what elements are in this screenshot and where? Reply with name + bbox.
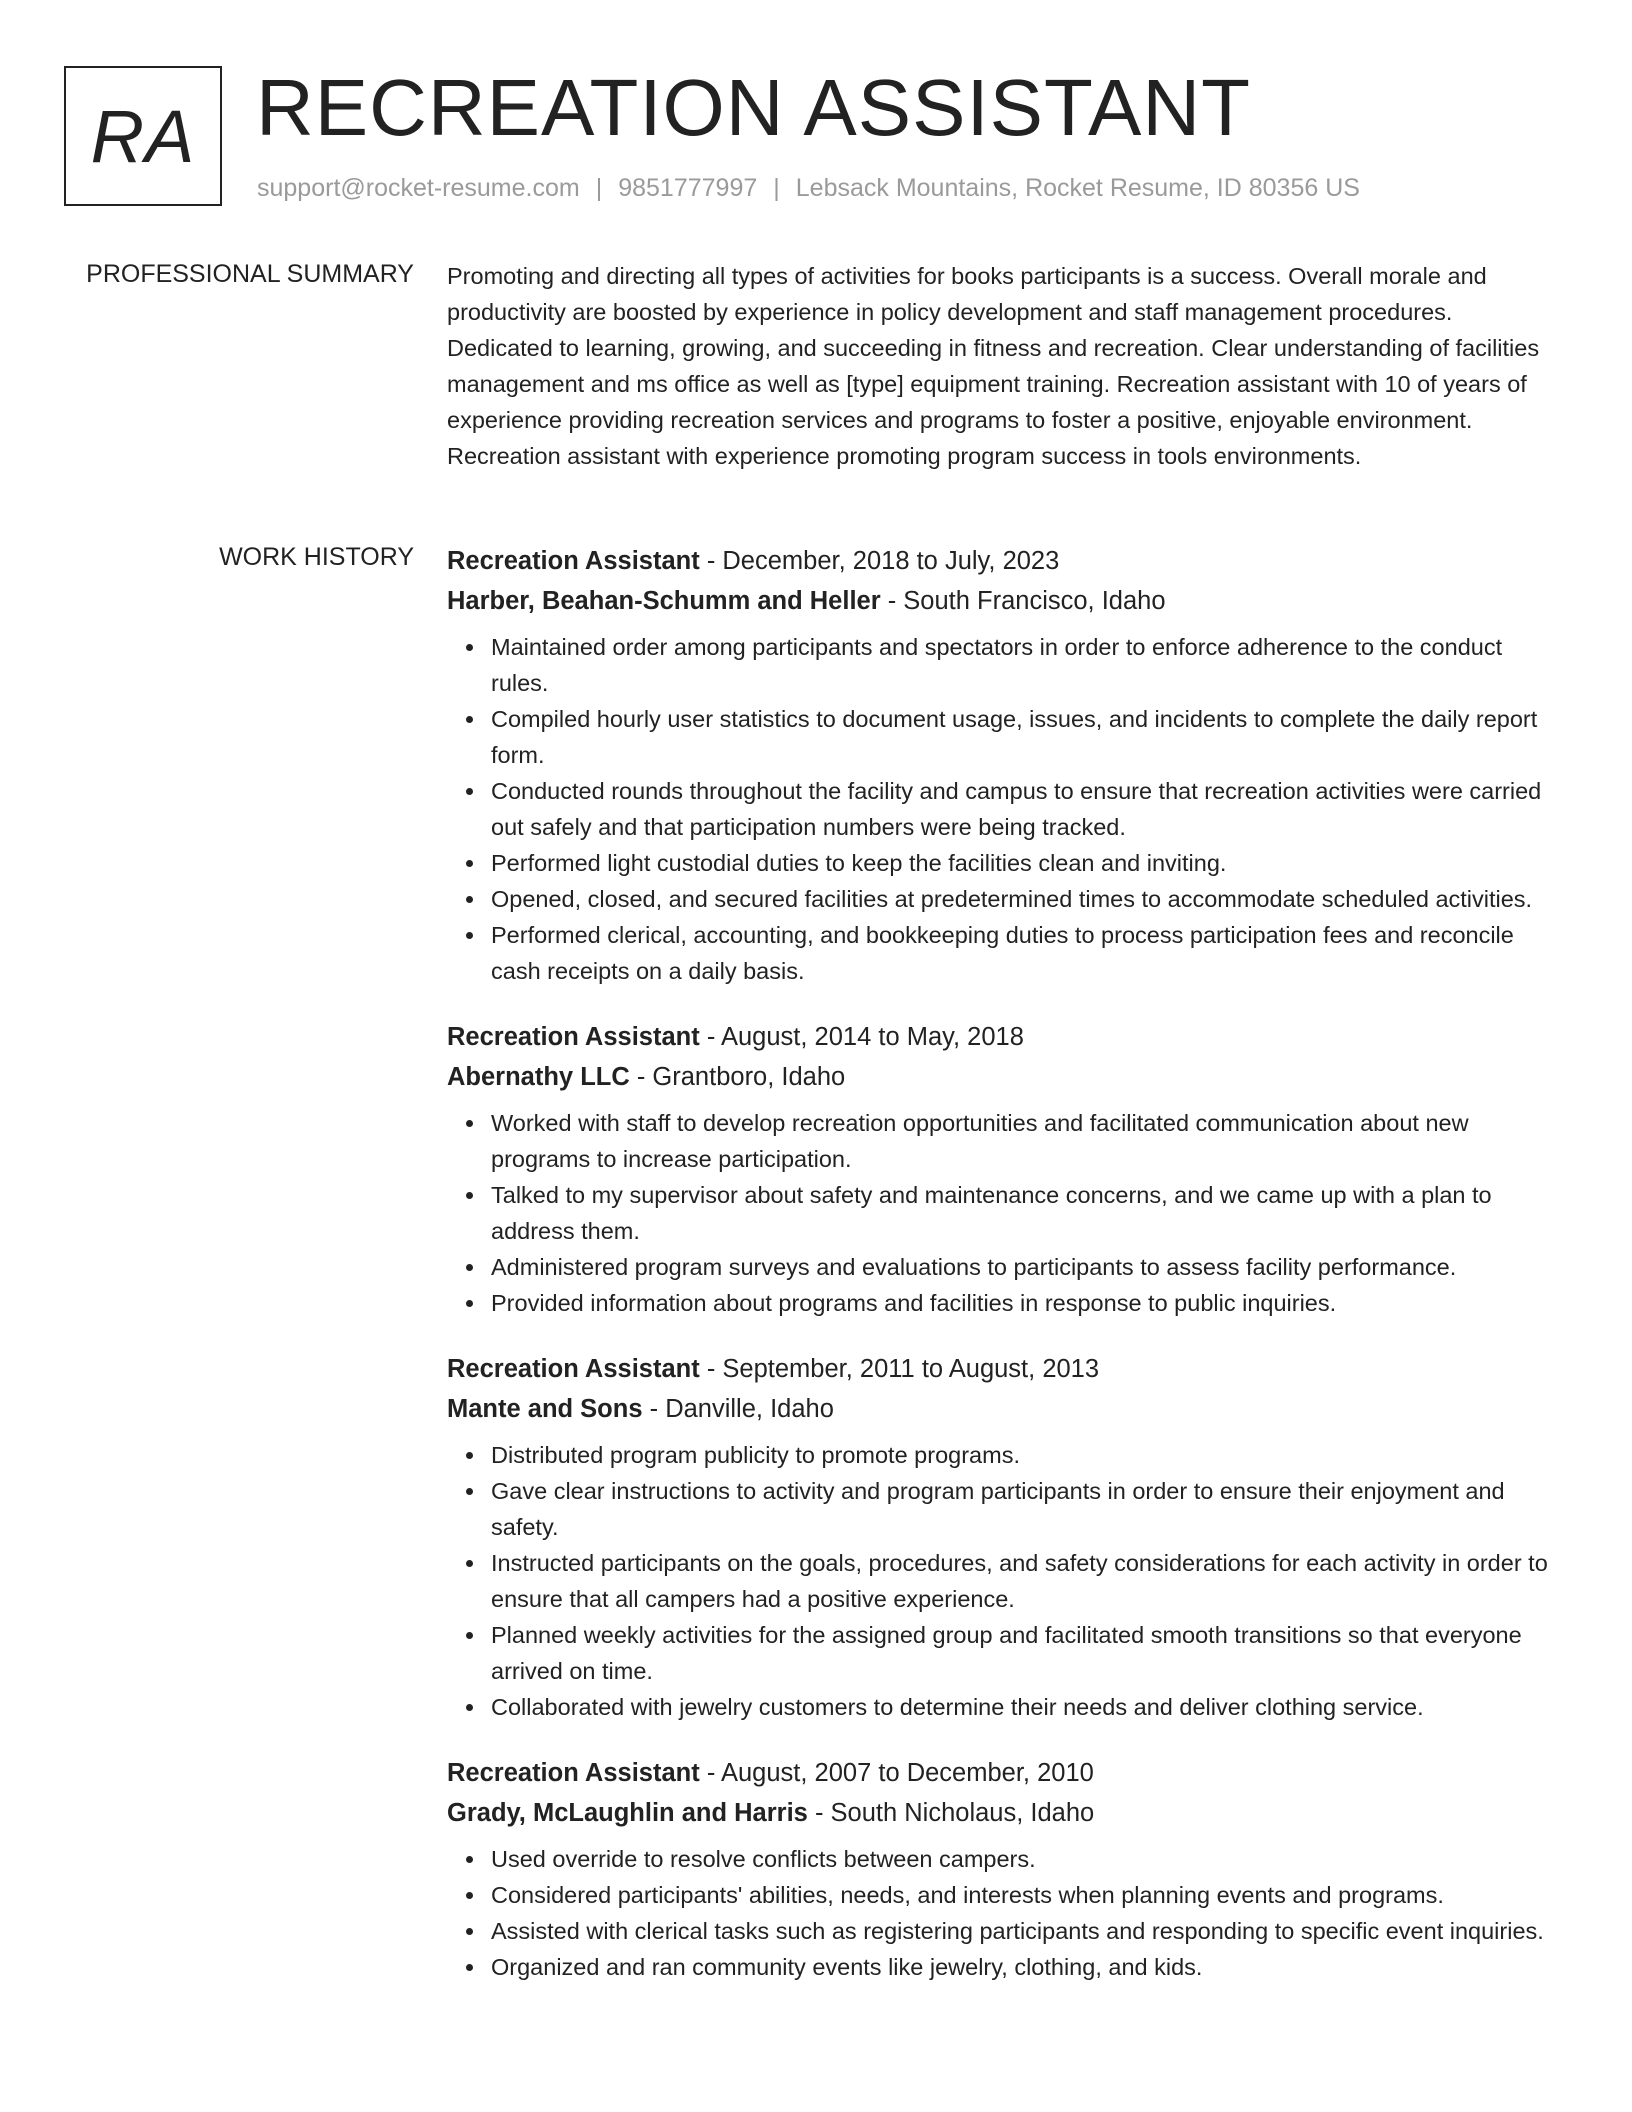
job-title: Recreation Assistant	[447, 1759, 700, 1787]
job-title: Recreation Assistant	[447, 547, 700, 575]
job-bullets	[447, 1437, 1562, 1725]
job-bullets	[447, 1841, 1562, 1985]
job-company: Grady, McLaughlin and Harris	[447, 1799, 808, 1827]
job-bullets	[447, 1105, 1562, 1321]
summary-text: Promoting and directing all types of activities for books participants is a success. Overall morale and productivity are boosted by experience in policy development and staff management procedures. Dedicated to learning, growing, and succeeding in fitness and recreation. Clear understanding of facilities management and ms office as well as [type] equipment training. Recreation assistant with 10 of years of experience providing recreation services and programs to foster a positive, enjoyable environment. Recreation assistant with experience promoting program success in tools environments.	[447, 263, 1540, 469]
job-bullet: Distributed program publicity to promote programs.	[491, 1437, 1562, 1473]
contact-line	[257, 174, 1360, 203]
job-bullet: Assisted with clerical tasks such as registering participants and responding to specific event inquiries.	[491, 1913, 1562, 1949]
job-bullet: Organized and ran community events like jewelry, clothing, and kids.	[491, 1949, 1562, 1985]
contact-separator: |	[773, 174, 780, 202]
job-location: - Grantboro, Idaho	[629, 1063, 846, 1091]
job-dates: - August, 2007 to December, 2010	[699, 1759, 1094, 1787]
job-entry	[447, 1753, 1562, 1985]
job-bullet: Worked with staff to develop recreation opportunities and facilitated communication about new programs to increase participation.	[491, 1105, 1562, 1177]
job-title-line	[447, 1017, 1562, 1057]
summary-body	[447, 258, 1562, 474]
job-bullet: Maintained order among participants and spectators in order to enforce adherence to the conduct rules.	[491, 629, 1562, 701]
job-company-line	[447, 1793, 1562, 1833]
resume-header	[64, 63, 1564, 210]
job-bullet: Used override to resolve conflicts between campers.	[491, 1841, 1562, 1877]
job-entry	[447, 1017, 1562, 1321]
contact-address: Lebsack Mountains, Rocket Resume, ID 80356 US	[795, 174, 1360, 202]
job-dates: - August, 2014 to May, 2018	[699, 1023, 1024, 1051]
job-bullets	[447, 629, 1562, 989]
job-bullet: Performed light custodial duties to keep the facilities clean and inviting.	[491, 845, 1562, 881]
job-bullet: Instructed participants on the goals, procedures, and safety considerations for each activity in order to ensure that all campers had a positive experience.	[491, 1545, 1562, 1617]
contact-separator: |	[595, 174, 603, 202]
job-bullet: Talked to my supervisor about safety and maintenance concerns, and we came up with a plan to address them.	[491, 1177, 1562, 1249]
job-dates: - September, 2011 to August, 2013	[699, 1355, 1100, 1383]
job-company-line	[447, 581, 1562, 621]
job-bullet: Administered program surveys and evaluations to participants to assess facility performance.	[491, 1249, 1562, 1285]
monogram-badge: RA	[64, 66, 222, 206]
job-entry	[447, 541, 1562, 989]
work-history-label: WORK HISTORY	[219, 543, 414, 571]
job-bullet: Considered participants' abilities, needs, and interests when planning events and programs.	[491, 1877, 1562, 1913]
contact-email: support@rocket-resume.com	[257, 174, 580, 202]
job-title: Recreation Assistant	[447, 1355, 700, 1383]
job-company: Mante and Sons	[447, 1395, 643, 1423]
job-bullet: Planned weekly activities for the assigned group and facilitated smooth transitions so that everyone arrived on time.	[491, 1617, 1562, 1689]
job-bullet: Performed clerical, accounting, and bookkeeping duties to process participation fees and reconcile cash receipts on a daily basis.	[491, 917, 1562, 989]
contact-phone: 9851777997	[618, 174, 758, 202]
job-company-line	[447, 1057, 1562, 1097]
job-company: Harber, Beahan-Schumm and Heller	[447, 587, 881, 615]
job-company-line	[447, 1389, 1562, 1429]
job-location: - South Nicholaus, Idaho	[807, 1799, 1095, 1827]
job-bullet: Provided information about programs and facilities in response to public inquiries.	[491, 1285, 1562, 1321]
summary-label: PROFESSIONAL SUMMARY	[86, 260, 414, 288]
job-title-line	[447, 1753, 1562, 1793]
job-dates: - December, 2018 to July, 2023	[699, 547, 1060, 575]
job-bullet: Compiled hourly user statistics to document usage, issues, and incidents to complete the daily report form.	[491, 701, 1562, 773]
job-bullet: Gave clear instructions to activity and program participants in order to ensure their enjoyment and safety.	[491, 1473, 1562, 1545]
work-history-body	[447, 541, 1562, 2013]
job-location: - Danville, Idaho	[642, 1395, 834, 1423]
job-entry	[447, 1349, 1562, 1725]
job-bullet: Collaborated with jewelry customers to determine their needs and deliver clothing service.	[491, 1689, 1562, 1725]
job-title: Recreation Assistant	[447, 1023, 700, 1051]
job-title-line	[447, 541, 1562, 581]
job-company: Abernathy LLC	[447, 1063, 630, 1091]
job-bullet: Opened, closed, and secured facilities at predetermined times to accommodate scheduled activities.	[491, 881, 1562, 917]
job-bullet: Conducted rounds throughout the facility and campus to ensure that recreation activities were carried out safely and that participation numbers were being tracked.	[491, 773, 1562, 845]
job-title-line	[447, 1349, 1562, 1389]
job-location: - South Francisco, Idaho	[880, 587, 1166, 615]
candidate-title: RECREATION ASSISTANT	[256, 63, 1251, 152]
